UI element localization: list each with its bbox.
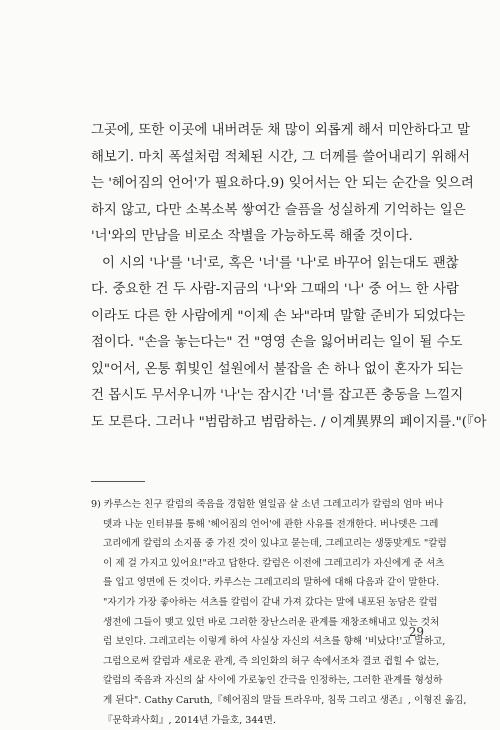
footnote-line: 뎃과 나눈 인터뷰를 통해 '헤어짐의 언어'에 관한 사유를 전개한다. 버나뎃은 그레 xyxy=(103,518,439,530)
footnote-line: 를 입고 영면에 든 것이다. 카루스는 그레고리의 말하에 대해 다음과 같이 말한다. xyxy=(103,577,440,589)
footnote xyxy=(91,495,467,730)
body-line: 다. 중요한 건 두 사람-지금의 '나'와 그때의 '나' 중 어느 한 사람 xyxy=(91,282,459,297)
footnote-line: 고리에게 칼럼의 소지품 중 가진 것이 있냐고 묻는데, 그레고리는 생뚱맞게도 "칼럼 xyxy=(103,538,447,550)
footnote-line: 그럼으로써 칼럼과 새로운 관계, 즉 의인화의 허구 속에서조차 결코 쥡힐 수 없는, xyxy=(103,655,440,667)
body-line: 이라도 다른 한 사람에게 "이제 손 놔"라며 말할 준비가 되었다는 xyxy=(91,308,466,324)
body-line: 도 모른다. 그러나 "범람하고 범람하는. / 이계異界의 페이지를."(『아 xyxy=(91,414,487,430)
body-line: 해보기. 마치 폭설처럼 적체된 시간, 그 더께를 쓸어내리기 위해서 xyxy=(91,149,470,165)
body-line: '너'와의 만남을 비로소 작별을 가능하도록 해줄 것이다. xyxy=(91,229,413,244)
page-number: 29 xyxy=(408,625,424,639)
body-text xyxy=(91,118,487,436)
body-line: 하지 않고, 다만 소복소복 쌓여간 슬픔을 성실하게 기억하는 일은 xyxy=(91,202,466,218)
footnote-line: 럼 보인다. 그레고리는 이렇게 하여 사실상 자신의 셔츠를 향해 '비났다!'고 말하고, xyxy=(103,636,446,648)
body-line: 건 몹시도 무서우니까 '나'는 잠시간 '너'를 잡고픈 충동을 느낄지 xyxy=(91,388,464,403)
body-line: 그곳에, 또한 이곳에 내버려둔 채 많이 외롭게 해서 미안하다고 말 xyxy=(91,123,470,138)
body-line: 는 '헤어짐의 언어'가 필요하다.9) 잊어서는 안 되는 순간을 잊으려 xyxy=(91,176,474,191)
footnote-divider xyxy=(91,481,145,482)
footnote-line: 생전에 그들이 맺고 있던 바로 그러한 장난스러운 관계를 재창조해내고 있는 것처 xyxy=(103,616,440,628)
footnote-line: 게 된다". Cathy Caruth,『헤어짐의 말들 트라우마, 침묵 그리고 생존』, 이형진 옮김, xyxy=(103,694,467,706)
footnote-line: 이 제 걸 가지고 있어요!"라고 답한다. 칼럼은 이전에 그레고리가 자신에게 준 셔츠 xyxy=(103,557,445,569)
footnote-line: "자기가 가장 좋아하는 셔츠를 칼럼이 같내 가져 갔다는 말에 내포된 농담은 칼럼 xyxy=(103,596,438,608)
footnote-line: 칼럼의 죽음과 자신의 삶 사이에 가로놓인 간극을 인정하는, 그러한 관계를 형성하 xyxy=(103,675,443,687)
footnote-line: 9) 카루스는 친구 칼럼의 죽음을 경험한 열일곱 살 소년 그레고리가 칼럼의 엄마 버나 xyxy=(91,499,444,510)
body-line: 있"어서, 온통 휘빛인 설원에서 불잡을 손 하나 없이 혼자가 되는 xyxy=(91,361,464,377)
body-line: 이 시의 '나'를 '너'로, 혹은 '너'를 '나'로 바꾸어 읽는대도 괜찮 xyxy=(102,255,459,271)
footnote-line: 『문학과사회』, 2014년 가을호, 344면. xyxy=(103,714,276,726)
body-line: 점이다. "손을 놓는다는" 건 "영영 손을 잃어버리는 일이 될 수도 xyxy=(91,335,463,350)
